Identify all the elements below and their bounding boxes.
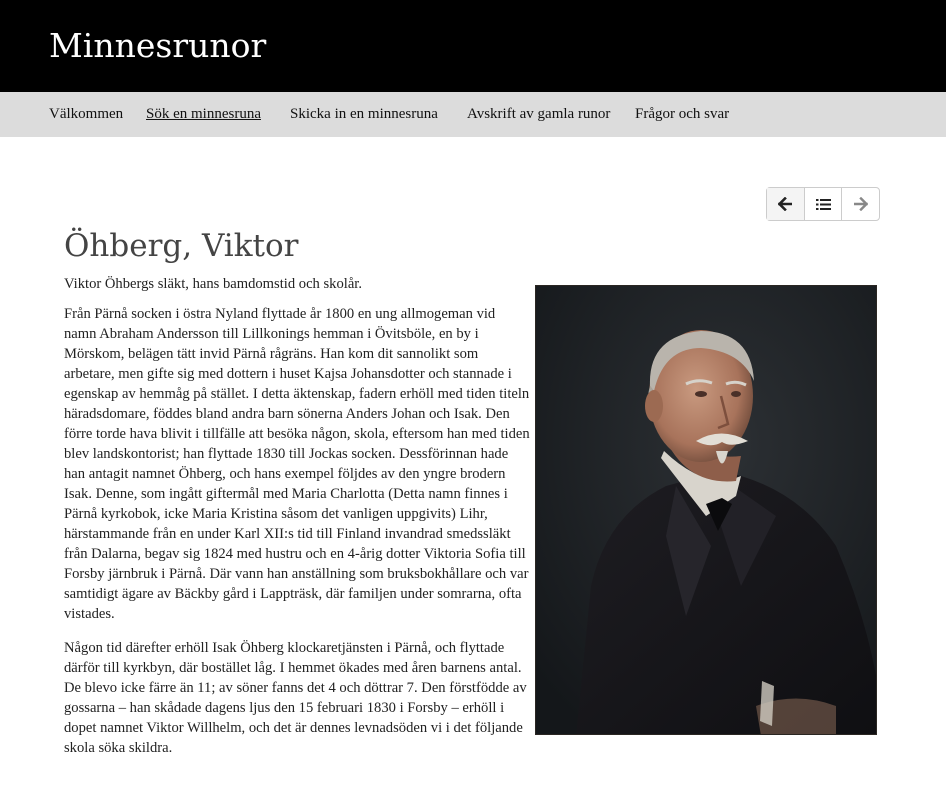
previous-record-button[interactable] [767, 188, 805, 220]
record-pager [766, 187, 880, 221]
nav-item-fragor[interactable]: Frågor och svar [635, 106, 730, 122]
portrait-painting [536, 286, 877, 735]
list-icon [816, 198, 831, 211]
nav-item-valkommen[interactable]: Välkommen [49, 106, 124, 122]
record-subtitle: Viktor Öhbergs släkt, hans bamdomstid och skolår. [64, 276, 362, 292]
nav-item-skicka[interactable]: Skicka in en minnesruna [290, 106, 438, 122]
next-record-button[interactable] [842, 188, 879, 220]
site-header [0, 0, 946, 92]
record-body [64, 274, 530, 772]
arrow-right-icon [854, 197, 868, 211]
portrait-image [535, 285, 877, 735]
arrow-left-icon [778, 197, 792, 211]
main-nav [0, 92, 946, 137]
record-paragraph: Någon tid därefter erhöll Isak Öhberg klockaretjänsten i Pärnå, och flyttade därför till kyrkbyn, där bostället låg. I hemmet ökades med åren barnens antal. De blevo icke färre än 11; av söner fanns det 4 och döttrar 7. Den förstfödde av gossarna – han skådade dagens ljus den 15 februari 1830 i Forsby – erhöll i dopet namnet Viktor Willhelm, och det är dennes levnadsöden vi i det följande skola söka skildra. [64, 640, 527, 756]
person-name: Öhberg, Viktor [64, 228, 299, 264]
record-paragraph: Från Pärnå socken i östra Nyland flyttade år 1800 en ung allmogeman vid namn Abraham Andersson till Lillkonings hemman i Övitsböle, en by i Mörskom, belägen tätt invid Pärnå rågräns. Han kom dit sannolikt som arbetare, men gifte sig med dottern i huset Kajsa Johansdotter och stannade i egenskap av hemmåg på stället. I detta äktenskap, fadern erhöll med tiden titeln häradsdomare, föddes bland andra barn sönerna Anders Johan och Isak. Den förre torde hava blivit i tillfälle att besöka någon, skola, eftersom han med tiden blev landskontorist; han flyttade 1830 till Jockas socken. Dessförinnan hade han antagit namnet Öhberg, och hans exempel följdes av den yngre brodern Isak. Denne, som ingått giftermål med Maria Charlotta (Detta namn finnes i Pärnå kyrkobok, icke Maria Kristina såsom det vanligen uppgivits) Lihr, härstammande från en under Karl XII:s tid till Finland invandrad smedssläkt från Dalarna, begav sig 1824 med hustru och en 4-årig dotter Viktoria Sofia till Forsby järnbruk i Pärnå. Där vann han anställning som bruksbokhållare och var samtidigt ägare av Bäckby gård i Lappträsk, där familjen under somrarna, ofta vistades. [64, 306, 530, 622]
record-list-button[interactable] [805, 188, 843, 220]
nav-item-sok[interactable]: Sök en minnesruna [146, 106, 261, 122]
nav-item-avskrift[interactable]: Avskrift av gamla runor [467, 106, 611, 122]
site-title[interactable]: Minnesrunor [49, 26, 267, 65]
